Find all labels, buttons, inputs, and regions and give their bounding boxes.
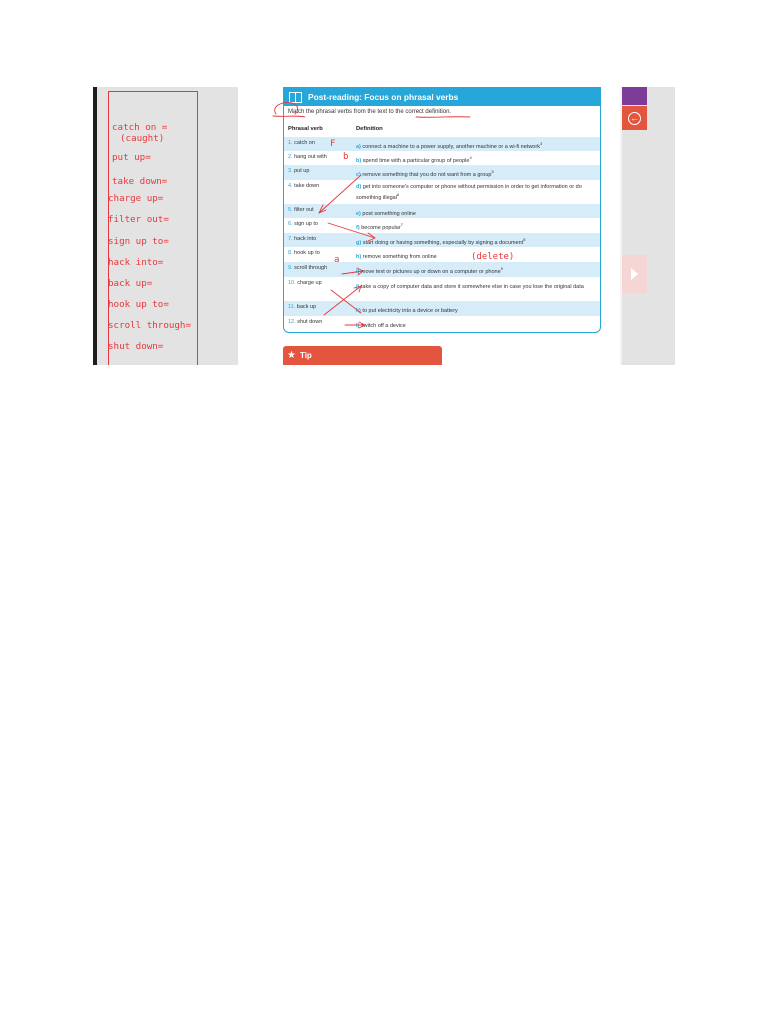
phrasal-verb: shut down (297, 319, 323, 325)
definition-cell (356, 319, 596, 330)
row-number: 5. (288, 207, 293, 213)
row-number: 1. (288, 140, 293, 146)
definition-letter: e) (356, 210, 361, 217)
phrasal-verb-cell (288, 168, 309, 174)
note-scroll-through: scroll through= (108, 320, 191, 331)
tip-banner[interactable] (283, 346, 442, 365)
right-rail (622, 87, 675, 365)
definition-cell (356, 265, 596, 276)
definition-letter: g) (356, 239, 362, 246)
definition-text: switch off a device (360, 322, 406, 329)
phrasal-verb: charge up (297, 280, 322, 286)
phrasal-verb: scroll through (294, 265, 328, 271)
row-number: 2. (288, 154, 293, 160)
phrasal-verb: sign up to (294, 221, 318, 227)
definition-text: spend time with a particular group of people (362, 157, 470, 164)
col-phrasal-verb: Phrasal verb (288, 126, 323, 132)
annot-delete: (delete) (471, 252, 515, 262)
phrasal-verb: back up (296, 304, 317, 310)
table-row (284, 165, 600, 180)
note-charge-up: charge up= (108, 193, 164, 204)
note-hack-into: hack into= (108, 257, 164, 268)
footnote-ref: 6 (396, 192, 400, 197)
row-number: 9. (288, 265, 293, 271)
row-number: 4. (288, 183, 293, 189)
table-row (284, 316, 600, 330)
definition-cell (356, 140, 596, 151)
phrasal-verb-cell (288, 319, 322, 325)
menu-tab[interactable] (622, 87, 647, 105)
definition-letter: b) (356, 157, 362, 164)
phrasal-verb-cell (288, 304, 316, 310)
row-number: 11. (288, 304, 296, 310)
note-put-up: put up= (112, 152, 151, 163)
definition-text: get into someone's computer or phone without permission in order to get information or do something illegal (356, 184, 582, 201)
table-row (284, 247, 600, 262)
star-icon: ★ (287, 349, 296, 361)
definition-cell (356, 154, 596, 165)
table-header (284, 122, 600, 135)
footnote-ref: 3 (539, 141, 543, 146)
phrasal-verb: hack into (294, 236, 317, 242)
book-icon (289, 92, 302, 103)
phrasal-verb: hook up to (294, 250, 320, 256)
row-number: 3. (288, 168, 293, 174)
phrasal-verb-cell (288, 236, 316, 242)
definition-cell (356, 236, 596, 247)
definition-text: post something online (362, 210, 416, 217)
phrasal-verb-cell (288, 265, 327, 271)
definition-cell (356, 183, 596, 202)
definition-letter: f) (356, 224, 360, 231)
definition-cell (356, 207, 596, 218)
next-arrow-icon (631, 268, 638, 280)
annot-f: F (330, 139, 336, 149)
definition-text: connect a machine to a power supply, another machine or a wi-fi network (362, 143, 540, 150)
note-caught: (caught) (120, 133, 165, 144)
next-page-button[interactable] (622, 255, 647, 293)
definition-text: take a copy of computer data and store it somewhere else in case you lose the original data (360, 283, 584, 290)
table-row (284, 204, 600, 218)
definition-letter: h) (356, 253, 362, 260)
note-sign-up-to: sign up to= (108, 236, 169, 247)
exercise-panel (283, 87, 601, 333)
annot-a: a (334, 255, 340, 265)
annot-b: b (343, 152, 349, 162)
definition-cell (356, 168, 596, 179)
table-row (284, 151, 600, 165)
definition-cell (356, 280, 596, 291)
exercise-title: Post-reading: Focus on phrasal verbs (308, 92, 459, 102)
definition-text: remove something from online (362, 253, 437, 260)
definition-text: to put electricity into a device or battery (362, 307, 458, 314)
phrasal-verb: filter out (294, 207, 314, 213)
back-circle-arrow-icon: ← (630, 112, 639, 123)
phrasal-verb-cell (288, 250, 320, 256)
phrasal-verb: put up (294, 168, 310, 174)
table-row (284, 180, 600, 204)
definition-text: move text or pictures up or down on a computer or phone (360, 268, 501, 275)
phrasal-verb-cell (288, 140, 315, 146)
definition-letter: c) (356, 171, 361, 178)
footnote-ref: 5 (491, 169, 494, 174)
note-hook-up-to: hook up to= (108, 299, 169, 310)
phrasal-verb: hang out with (294, 154, 327, 160)
definition-text: start doing or having something, especially by signing a document (362, 239, 524, 246)
tip-label: Tip (299, 351, 312, 360)
footnote-ref: 9 (500, 266, 503, 271)
note-take-down: take down= (112, 176, 168, 187)
table-row (284, 277, 600, 301)
row-number: 6. (288, 221, 293, 227)
phrasal-verb: take down (294, 183, 320, 189)
notes-panel (97, 87, 238, 365)
definition-letter: k) (356, 307, 361, 314)
definition-cell (356, 304, 596, 315)
row-number: 12. (288, 319, 296, 325)
phrasal-verb-cell (288, 207, 314, 213)
phrasal-verb-cell (288, 183, 319, 189)
phrasal-verb: catch on (294, 140, 315, 146)
row-number: 7. (288, 236, 293, 242)
phrasal-verb-cell (288, 221, 318, 227)
note-filter-out: filter out= (108, 214, 169, 225)
back-button[interactable] (622, 106, 647, 130)
exercise-header (284, 88, 600, 106)
definition-letter: j) (356, 283, 360, 290)
table-row (284, 233, 600, 247)
exercise-instruction: Match the phrasal verbs from the text to the correct definition. (288, 109, 452, 115)
table-row (284, 218, 600, 233)
note-shut-down: shut down= (108, 341, 164, 352)
phrasal-verb-cell (288, 280, 322, 286)
definition-letter: a) (356, 143, 361, 150)
definition-text: become popular (361, 224, 401, 231)
footnote-ref: 4 (469, 155, 472, 160)
table-row (284, 262, 600, 277)
screenshot-crop (93, 87, 675, 365)
col-definition: Definition (356, 126, 383, 132)
definition-cell (356, 221, 596, 232)
row-number: 8. (288, 250, 293, 256)
footnote-ref: 7 (400, 222, 403, 227)
definition-text: remove something that you do not want from a group (362, 171, 492, 178)
footnote-ref: 8 (523, 237, 526, 242)
definition-letter: i) (356, 268, 360, 275)
note-catch-on: catch on = (112, 122, 168, 133)
definition-letter: d) (356, 184, 362, 190)
table-row (284, 301, 600, 316)
definition-letter: l) (356, 322, 360, 329)
row-number: 10. (288, 280, 296, 286)
phrasal-verb-cell (288, 154, 327, 160)
note-back-up: back up= (108, 278, 153, 289)
